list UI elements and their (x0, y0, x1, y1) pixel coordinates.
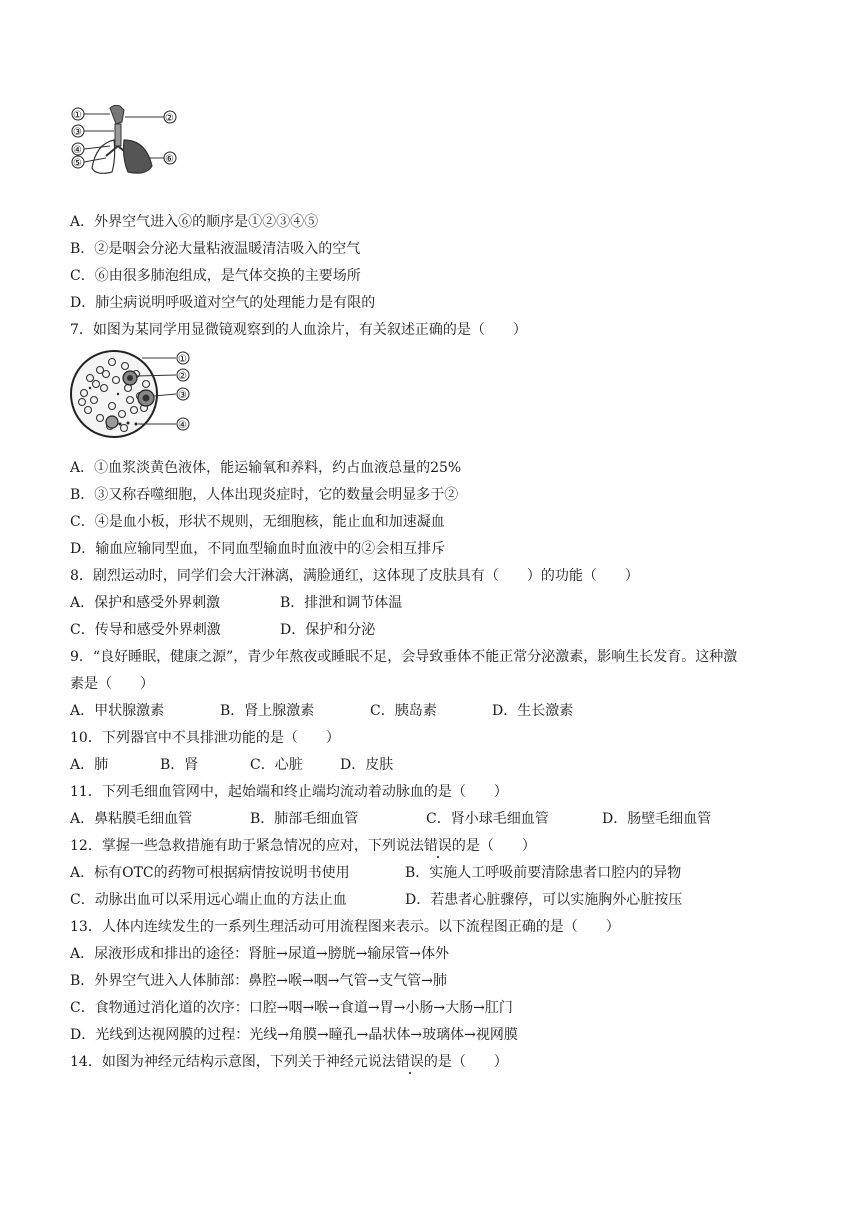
q12-stem-before: 12．掌握一些急救措施有助于紧急情况的应对，下列说法 (70, 838, 424, 854)
blood-marker-4: ④ (178, 420, 187, 431)
q7-option-a: A．①血浆淡黄色液体，能运输氧和养料，约占血液总量的25% (70, 460, 462, 476)
marker-3: ③ (73, 127, 82, 138)
marker-5: ⑤ (73, 158, 82, 169)
q9-option-d: D．生长激素 (492, 703, 574, 719)
q10-option-a: A．肺 (70, 757, 109, 773)
q13-option-c: C．食物通过消化道的次序：口腔→咽→喉→食道→胃→小肠→大肠→肛门 (70, 1000, 513, 1016)
q12-options-row-1 (70, 863, 681, 883)
q13-option-a: A．尿液形成和排出的途径：肾脏→尿道→膀胱→输尿管→体外 (70, 946, 450, 962)
blood-marker-2: ② (178, 371, 187, 382)
q11-option-a: A．鼻粘膜毛细血管 (70, 811, 193, 827)
q10-option-c: C．心脏 (250, 757, 303, 773)
q13-stem: 13．人体内连续发生的一系列生理活动可用流程图来表示。以下流程图正确的是（ ） (70, 919, 620, 935)
q10-stem: 10．下列器官中不具排泄功能的是（ ） (70, 730, 340, 746)
q14-stem-emphasis: 错误 (395, 1054, 424, 1070)
q6-option-c: C．⑥由很多肺泡组成，是气体交换的主要场所 (70, 268, 361, 284)
q9-options (70, 701, 573, 721)
q9-option-c: C．胰岛素 (370, 703, 437, 719)
q9-stem-line-2: 素是（ ） (70, 676, 154, 692)
q8-options-row-2 (70, 620, 375, 640)
q14-stem (70, 1052, 508, 1072)
blood-marker-1: ① (178, 354, 187, 365)
marker-2: ② (165, 113, 174, 124)
q12-option-c: C．动脉出血可以采用远心端止血的方法止血 (70, 892, 347, 908)
q11-option-d: D．肠壁毛细血管 (602, 811, 712, 827)
blood-smear-figure (70, 348, 200, 440)
q6-option-d: D．肺尘病说明呼吸道对空气的处理能力是有限的 (70, 295, 376, 311)
marker-1: ① (73, 110, 82, 121)
q8-option-a: A．保护和感受外界刺激 (70, 595, 221, 611)
q7-option-c: C．④是血小板，形状不规则，无细胞核，能止血和加速凝血 (70, 514, 445, 530)
q11-option-b: B．肺部毛细血管 (250, 811, 359, 827)
q9-stem-line-1: 9．“良好睡眠，健康之源”，青少年熬夜或睡眠不足，会导致垂体不能正常分泌激素，影响生长发育。这种激 (70, 649, 738, 665)
marker-4: ④ (73, 145, 82, 156)
q11-options (70, 809, 711, 829)
q9-option-b: B．肾上腺激素 (220, 703, 315, 719)
q7-stem: 7．如图为某同学用显微镜观察到的人血涂片，有关叙述正确的是（ ） (70, 322, 527, 338)
q11-option-c: C．肾小球毛细血管 (426, 811, 549, 827)
q10-options (70, 755, 393, 775)
q8-options-row-1 (70, 593, 402, 613)
blood-marker-3: ③ (178, 390, 187, 401)
q14-stem-before: 14．如图为神经元结构示意图，下列关于神经元说法 (70, 1054, 396, 1070)
q6-option-a: A．外界空气进入⑥的顺序是①②③④⑤ (70, 214, 319, 230)
respiratory-system-figure (70, 100, 185, 178)
q13-option-b: B．外界空气进入人体肺部：鼻腔→喉→咽→气管→支气管→肺 (70, 973, 447, 989)
q7-option-b: B．③又称吞噬细胞，人体出现炎症时，它的数量会明显多于② (70, 487, 459, 503)
q8-option-d: D．保护和分泌 (280, 622, 376, 638)
q12-option-a: A．标有OTC的药物可根据病情按说明书使用 (70, 865, 350, 881)
q8-option-c: C．传导和感受外界刺激 (70, 622, 221, 638)
q10-option-d: D．皮肤 (340, 757, 394, 773)
q12-options-row-2 (70, 890, 682, 910)
marker-6: ⑥ (165, 154, 174, 165)
q12-option-d: D．若患者心脏骤停，可以实施胸外心脏按压 (405, 892, 683, 908)
q9-option-a: A．甲状腺激素 (70, 703, 165, 719)
q14-stem-after: 的是（ ） (423, 1054, 508, 1070)
q8-stem: 8．剧烈运动时，同学们会大汗淋漓，满脸通红，这体现了皮肤具有（ ）的功能（ ） (70, 568, 639, 584)
q6-option-b: B．②是咽会分泌大量粘液温暖清洁吸入的空气 (70, 241, 361, 257)
q12-stem-emphasis: 错误 (423, 838, 452, 854)
q12-stem-after: 的是（ ） (451, 838, 536, 854)
q13-option-d: D．光线到达视网膜的过程：光线→角膜→瞳孔→晶状体→玻璃体→视网膜 (70, 1027, 518, 1043)
q8-option-b: B．排泄和调节体温 (280, 595, 403, 611)
q12-stem (70, 836, 536, 856)
q11-stem: 11．下列毛细血管网中，起始端和终止端均流动着动脉血的是（ ） (70, 784, 508, 800)
q12-option-b: B．实施人工呼吸前要清除患者口腔内的异物 (405, 865, 682, 881)
q10-option-b: B．肾 (160, 757, 199, 773)
q7-option-d: D．输血应输同型血，不同血型输血时血液中的②会相互排斥 (70, 541, 446, 557)
